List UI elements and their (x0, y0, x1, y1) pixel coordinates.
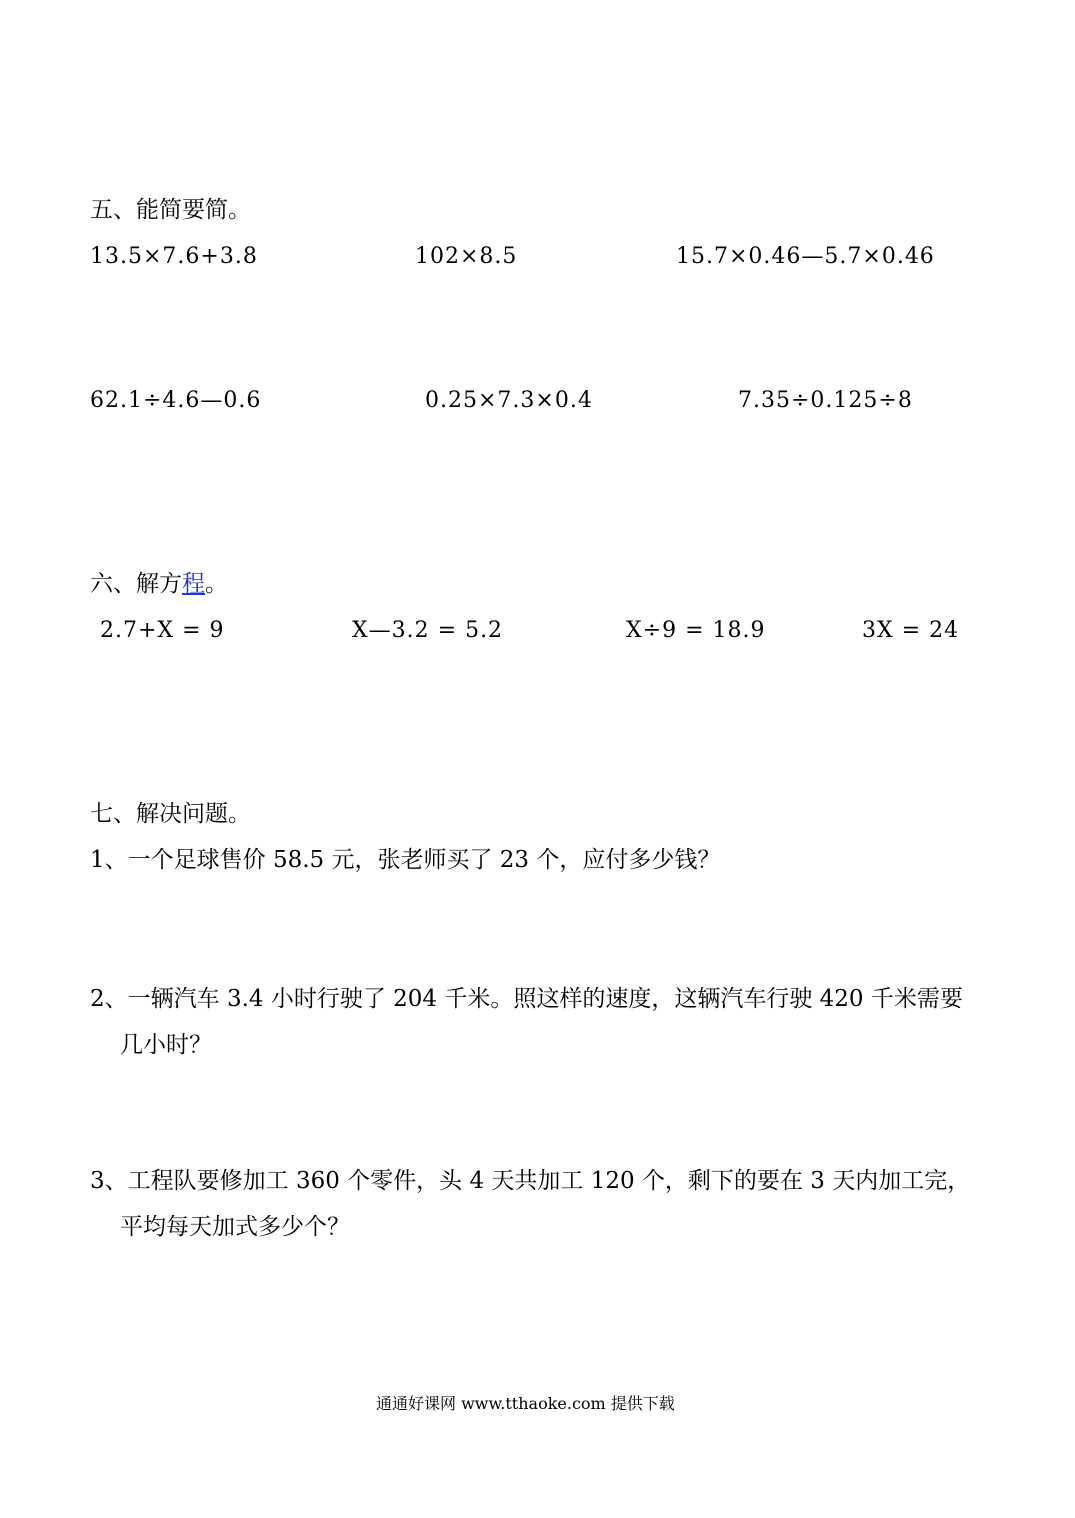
problem-3-line-1: 3、工程队要修加工 360 个零件，头 4 天共加工 120 个，剩下的要在 3 天内加工完， (90, 1168, 971, 1194)
section-5-title: 五、能简要简。 (90, 197, 251, 223)
section-7-title: 七、解决问题。 (90, 801, 251, 827)
problem-1: 1、一个足球售价 58.5 元，张老师买了 23 个，应付多少钱？ (90, 847, 721, 873)
expression-5-2: 102×8.5 (415, 244, 518, 269)
equation-1: 2.7+X = 9 (100, 618, 225, 643)
expression-5-3: 15.7×0.46—5.7×0.46 (676, 244, 935, 269)
problem-2-line-2: 几小时？ (120, 1032, 212, 1058)
equation-2: X—3.2 = 5.2 (352, 618, 504, 643)
expression-5-1: 13.5×7.6+3.8 (90, 244, 258, 269)
equation-4: 3X = 24 (862, 618, 960, 643)
equation-3: X÷9 = 18.9 (626, 618, 766, 643)
expression-5-6: 7.35÷0.125÷8 (738, 388, 913, 413)
section-6-title (90, 569, 228, 599)
expression-5-5: 0.25×7.3×0.4 (425, 388, 593, 413)
problem-3-line-2: 平均每天加式多少个？ (120, 1214, 350, 1240)
section-6-title-prefix: 六、解方 (90, 571, 182, 597)
section-6-title-link[interactable]: 程 (182, 571, 205, 597)
section-6-title-suffix: 。 (205, 571, 228, 597)
problem-2-line-1: 2、一辆汽车 3.4 小时行驶了 204 千米。照这样的速度，这辆汽车行驶 420 千米需要 (90, 986, 963, 1012)
expression-5-4: 62.1÷4.6—0.6 (90, 388, 262, 413)
page-footer: 通通好课网 www.tthaoke.com 提供下载 (376, 1394, 675, 1413)
